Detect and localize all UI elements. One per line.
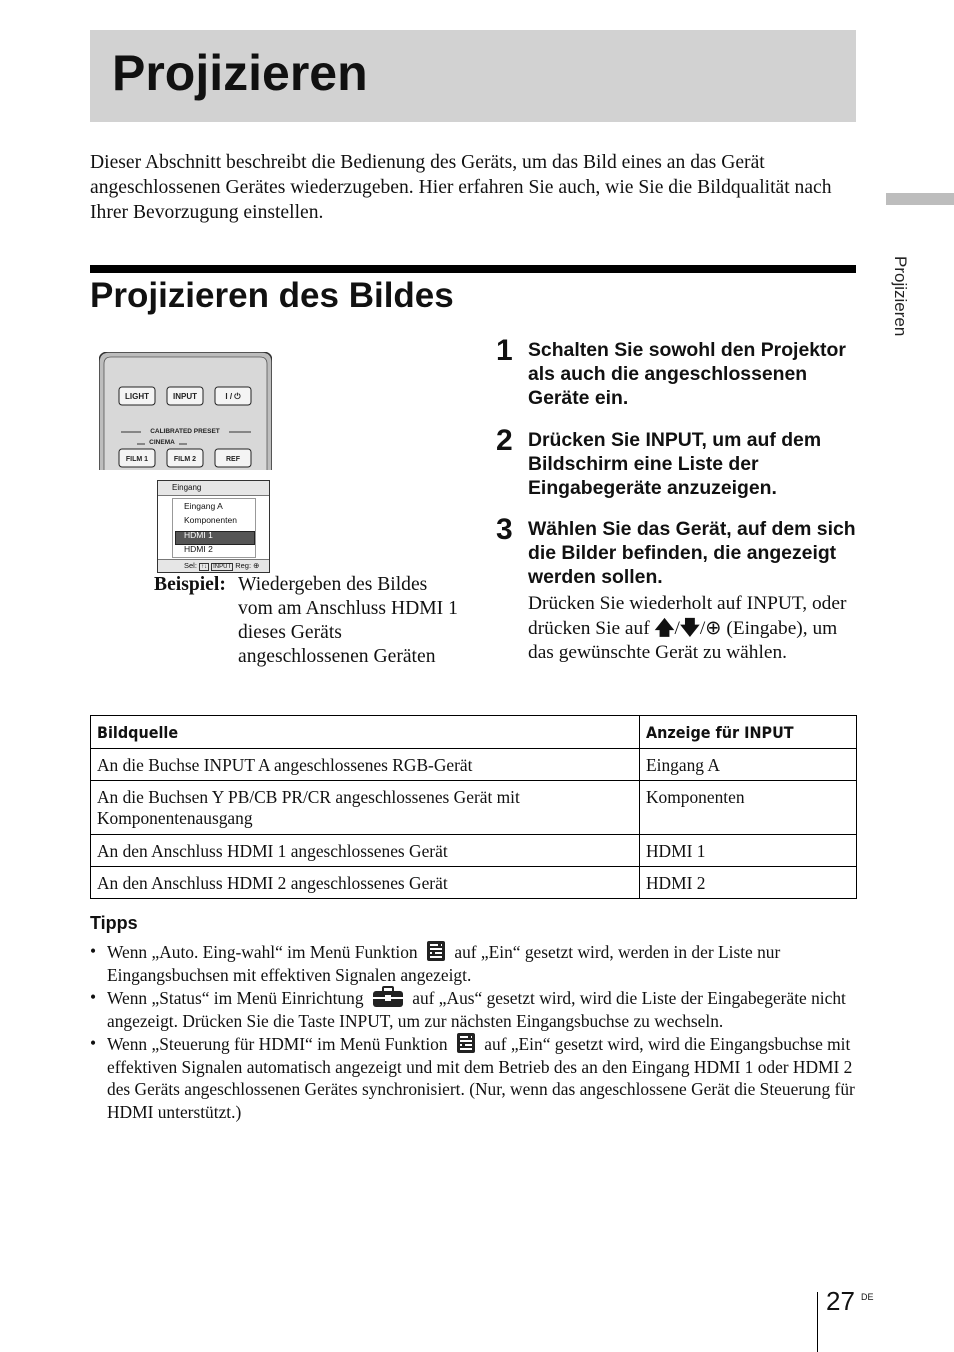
section-title: Projizieren des Bildes xyxy=(90,276,454,315)
section-rule xyxy=(90,265,856,273)
example-label: Beispiel: xyxy=(154,574,226,595)
table-cell: An die Buchse INPUT A angeschlossenes RGB-Gerät xyxy=(91,749,640,781)
input-list-screen xyxy=(157,480,270,573)
tip-text: auf „Ein“ gesetzt wird, werden in der Liste nur Eingangsbuchsen mit effektiven Signalen angezeigt. xyxy=(107,942,781,985)
input-button-label: INPUT xyxy=(173,392,197,401)
table-cell: Komponenten xyxy=(640,781,857,835)
table-cell: An den Anschluss HDMI 2 angeschlossenes Gerät xyxy=(91,867,640,899)
table-header: Anzeige für INPUT xyxy=(640,716,857,749)
footer-select-label: Sel: xyxy=(184,561,197,570)
input-list-item-selected: HDMI 1 xyxy=(184,530,213,540)
arrow-keys-icon: ↑↓ xyxy=(201,564,208,570)
table-cell: An den Anschluss HDMI 1 angeschlossenes Gerät xyxy=(91,835,640,867)
input-list-footer xyxy=(158,559,269,572)
step-3-note: Drücken Sie wiederholt auf INPUT, oder drücken Sie auf 🡅/🡇/⊕ (Eingabe), um das gewünschte Gerät zu wählen. xyxy=(528,593,847,663)
page-language-code: DE xyxy=(861,1292,874,1302)
input-source-table xyxy=(90,715,857,899)
film1-button-label: FILM 1 xyxy=(125,456,149,463)
setup-menu-icon xyxy=(372,986,404,1008)
step-text: Schalten Sie sowohl den Projektor als auch die angeschlossenen Geräte ein. xyxy=(528,339,846,409)
ref-button-label: REF xyxy=(226,456,240,463)
function-menu-icon xyxy=(456,1032,476,1054)
step-number: 3 xyxy=(496,513,513,546)
table-cell: HDMI 1 xyxy=(640,835,857,867)
input-list-header: Eingang xyxy=(158,481,269,496)
list-item xyxy=(90,940,856,986)
list-item xyxy=(90,1032,856,1123)
cinema-label: CINEMA xyxy=(149,439,175,446)
input-list-box xyxy=(172,498,256,558)
power-button-label: I / ⏻ xyxy=(225,392,241,401)
arrow-up-icon: 🡅 xyxy=(654,616,675,639)
tip-text: Wenn „Auto. Eing-wahl“ im Menü Funktion xyxy=(107,942,418,962)
title-bar xyxy=(90,30,856,122)
table-cell: An die Buchsen Y PB/CB PR/CR angeschlossenes Gerät mit Komponentenausgang xyxy=(91,781,640,835)
table-row xyxy=(91,781,857,835)
tips-heading: Tipps xyxy=(90,913,138,933)
tip-text: auf „Ein“ gesetzt wird, wird die Eingangsbuchse mit effektiven Signalen automatisch angezeigt und mit dem Betrieb des an den Eingang HDMI 1 oder HDMI 2 des Geräts angeschlossenen Gerätes synchronisiert. (Nur, wenn das angeschlossene Gerät die Steuerung für HDMI unterstützt.) xyxy=(107,1034,855,1122)
tip-text: Wenn „Status“ im Menü Einrichtung xyxy=(107,988,364,1008)
table-cell: Eingang A xyxy=(640,749,857,781)
side-tab-marker xyxy=(886,193,954,205)
example-text: Wiedergeben des Bildes vom am Anschluss HDMI 1 dieses Geräts angeschlossenen Geräten xyxy=(238,574,458,667)
step-number: 1 xyxy=(496,334,513,367)
input-list-item: Komponenten xyxy=(184,515,237,525)
arrow-down-icon: 🡇 xyxy=(679,616,700,639)
page-number: 27 xyxy=(826,1286,855,1316)
step-3-note-part1: Drücken Sie wiederholt auf INPUT, oder drücken Sie auf xyxy=(528,593,847,639)
film2-button-label: FILM 2 xyxy=(173,456,197,463)
tip-text: Wenn „Steuerung für HDMI“ im Menü Funktion xyxy=(107,1034,448,1054)
table-row xyxy=(91,749,857,781)
step-text: Wählen Sie das Gerät, auf dem sich die Bilder befinden, die angezeigt werden sollen. xyxy=(528,518,856,588)
input-list-item: HDMI 2 xyxy=(184,544,213,554)
table-header: Bildquelle xyxy=(91,716,640,749)
enter-icon: ⊕ xyxy=(253,561,260,570)
tip-text: auf „Aus“ gesetzt wird, wird die Liste der Eingabegeräte nicht angezeigt. Drücken Sie die Taste INPUT, um zur nächsten Eingangsbuchse zu wechseln. xyxy=(107,988,846,1031)
table-row xyxy=(91,867,857,899)
table-header-row xyxy=(91,716,857,749)
list-item xyxy=(90,986,856,1032)
remote-control-illustration xyxy=(99,352,272,470)
side-chapter-label: Projizieren xyxy=(891,256,910,337)
footer-enter-label: Reg: xyxy=(235,561,252,570)
table-cell: HDMI 2 xyxy=(640,867,857,899)
tips-list xyxy=(90,940,856,1123)
step-3-note-part2: (Eingabe), um das gewünschte Gerät zu wählen. xyxy=(528,618,838,663)
intro-paragraph: Dieser Abschnitt beschreibt die Bedienung des Geräts, um das Bild eines an das Gerät angeschlossenen Gerätes wiederzugeben. Hier erfahren Sie auch, wie Sie die Bildqualität nach Ihrer Bevorzugung einstellen. xyxy=(90,152,832,223)
input-list-item: Eingang A xyxy=(184,501,223,511)
footer-input-label: INPUT xyxy=(213,564,232,570)
page-number-rule xyxy=(817,1292,818,1352)
function-menu-icon xyxy=(426,940,446,962)
page-title: Projizieren xyxy=(112,45,368,101)
table-row xyxy=(91,835,857,867)
light-button-label: LIGHT xyxy=(125,392,149,401)
step-text: Drücken Sie INPUT, um auf dem Bildschirm eine Liste der Eingabegeräte anzuzeigen. xyxy=(528,429,822,499)
enter-icon: ⊕ xyxy=(705,616,722,639)
step-number: 2 xyxy=(496,424,513,457)
calibrated-preset-label: CALIBRATED PRESET xyxy=(150,428,220,435)
